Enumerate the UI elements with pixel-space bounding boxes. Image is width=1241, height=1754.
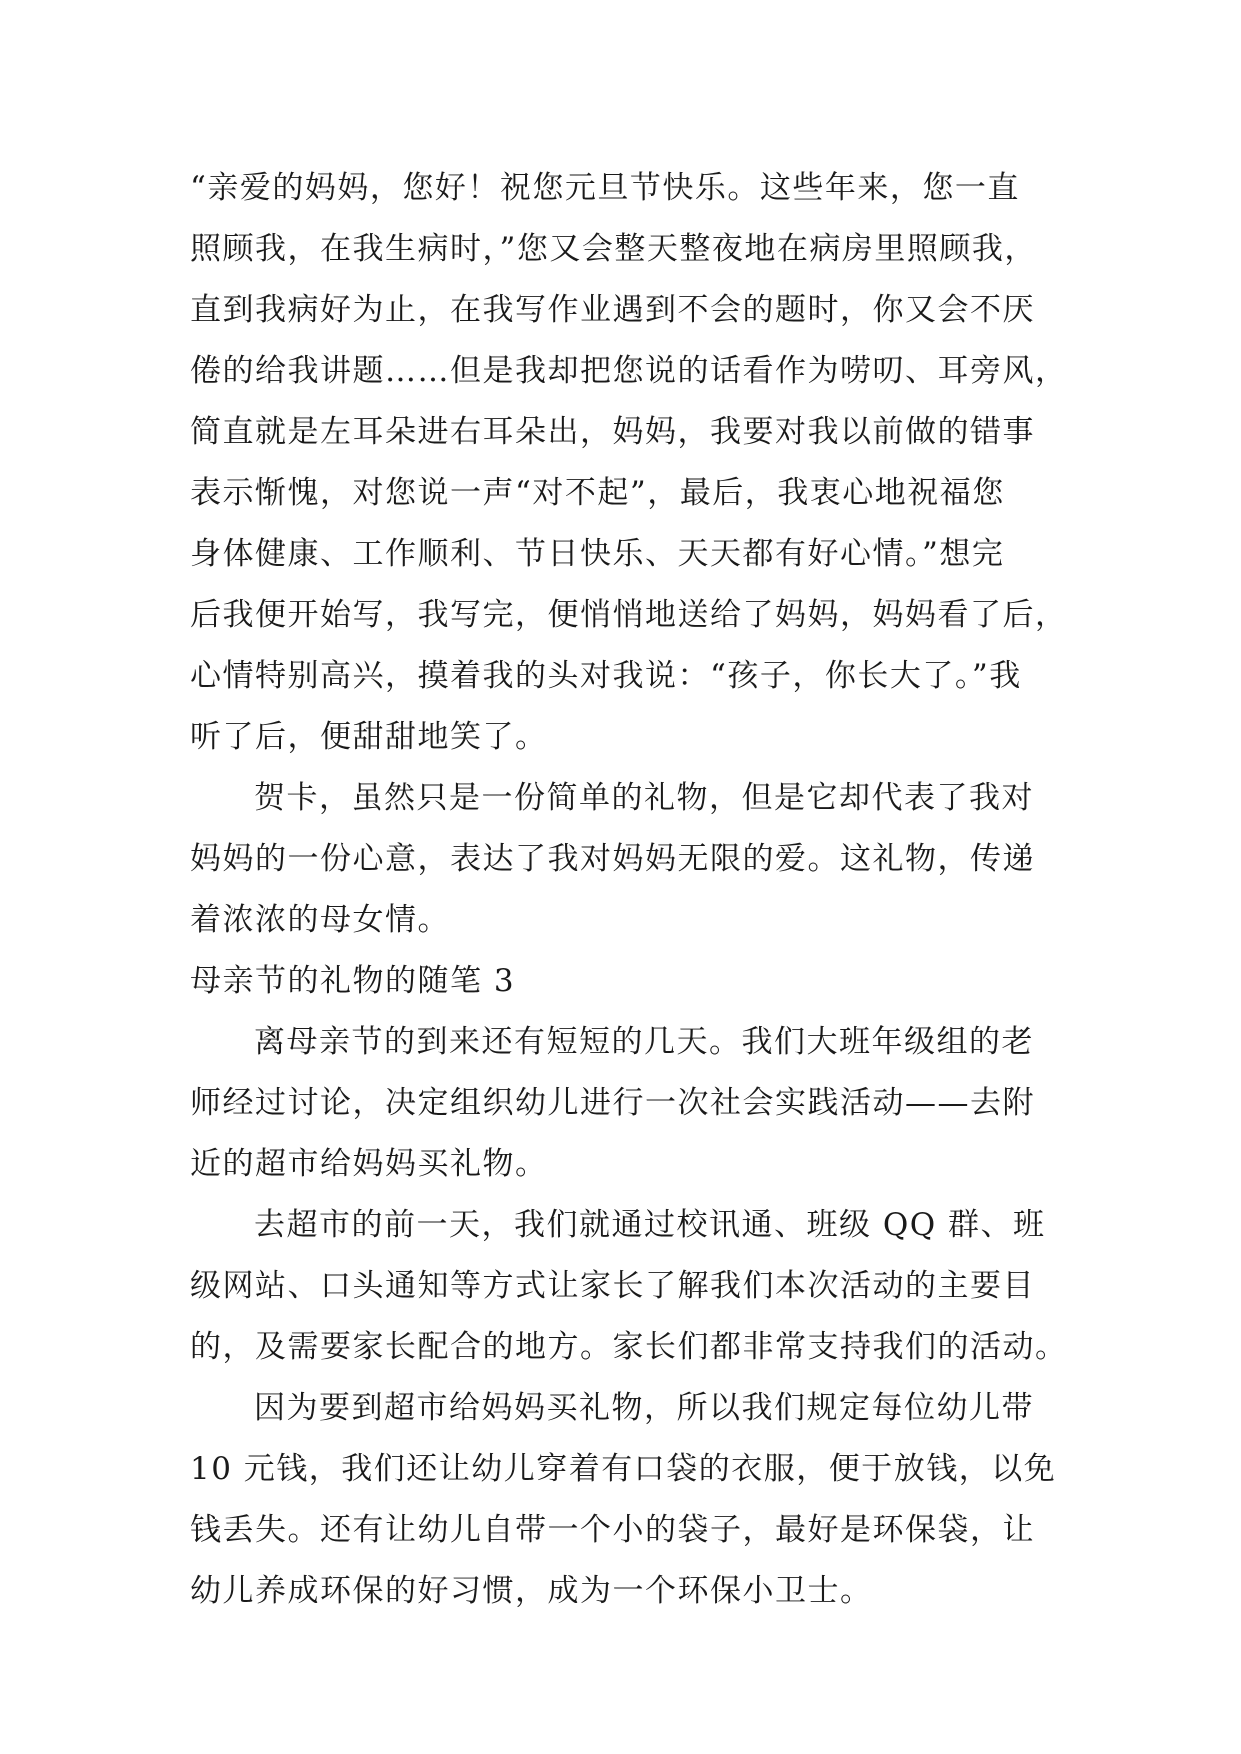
text-line: 10 元钱，我们还让幼儿穿着有口袋的衣服，便于放钱，以免 [190, 1451, 1057, 1487]
text-line: 心情特别高兴，摸着我的头对我说：“孩子，你长大了。”我 [190, 658, 1022, 694]
section-heading: 母亲节的礼物的随笔 3 [190, 963, 516, 999]
text-line: 师经过讨论，决定组织幼儿进行一次社会实践活动——去附 [190, 1085, 1035, 1121]
text-line: 的，及需要家长配合的地方。家长们都非常支持我们的活动。 [190, 1329, 1068, 1365]
paragraph-start-line: 因为要到超市给妈妈买礼物，所以我们规定每位幼儿带 [254, 1390, 1034, 1426]
text-line: 表示惭愧，对您说一声“对不起”，最后，我衷心地祝福您 [190, 475, 1005, 511]
text-line: 简直就是左耳朵进右耳朵出，妈妈，我要对我以前做的错事 [190, 414, 1035, 450]
paragraph-start-line: 离母亲节的到来还有短短的几天。我们大班年级组的老 [254, 1024, 1034, 1060]
text-line: 妈妈的一份心意，表达了我对妈妈无限的爱。这礼物，传递 [190, 841, 1035, 877]
text-line: 直到我病好为止，在我写作业遇到不会的题时，你又会不厌 [190, 292, 1035, 328]
text-line: “亲爱的妈妈，您好！祝您元旦节快乐。这些年来，您一直 [190, 170, 1020, 206]
text-line: 级网站、口头通知等方式让家长了解我们本次活动的主要目 [190, 1268, 1035, 1304]
text-line: 后我便开始写，我写完，便悄悄地送给了妈妈，妈妈看了后， [190, 597, 1068, 633]
text-line: 钱丢失。还有让幼儿自带一个小的袋子，最好是环保袋，让 [190, 1512, 1035, 1548]
text-line: 倦的给我讲题……但是我却把您说的话看作为唠叨、耳旁风， [190, 353, 1068, 389]
text-line: 近的超市给妈妈买礼物。 [190, 1146, 548, 1182]
paragraph-start-line: 贺卡，虽然只是一份简单的礼物，但是它却代表了我对 [254, 780, 1034, 816]
text-line: 照顾我，在我生病时，”您又会整天整夜地在病房里照顾我， [190, 231, 1037, 267]
document-body [190, 158, 1068, 1622]
paragraph-start-line: 去超市的前一天，我们就通过校讯通、班级 QQ 群、班 [254, 1207, 1046, 1243]
text-line: 身体健康、工作顺利、节日快乐、天天都有好心情。”想完 [190, 536, 1005, 572]
text-line: 着浓浓的母女情。 [190, 902, 450, 938]
text-line: 幼儿养成环保的好习惯，成为一个环保小卫士。 [190, 1573, 873, 1609]
text-line: 听了后，便甜甜地笑了。 [190, 719, 548, 755]
